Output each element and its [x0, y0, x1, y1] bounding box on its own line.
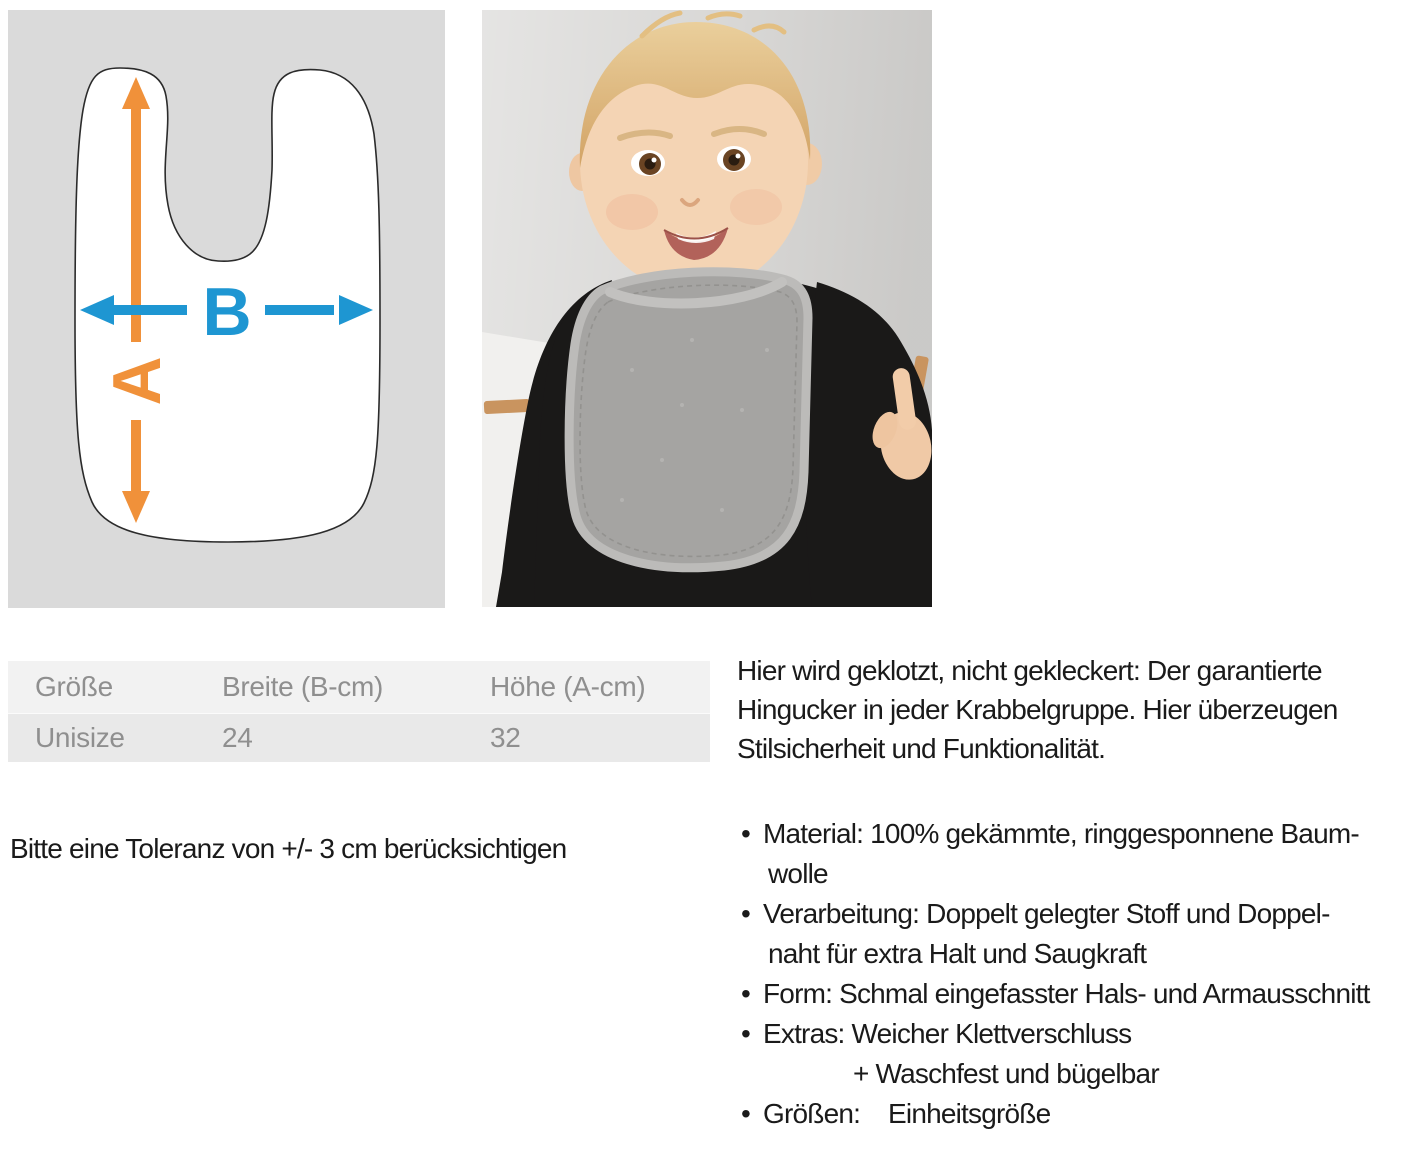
size-table-row [8, 713, 710, 762]
product-description [737, 651, 1412, 1134]
size-diagram-panel [8, 10, 445, 608]
height-label: A [99, 356, 175, 406]
feature-list [737, 814, 1412, 1134]
bullet-dot: • [741, 978, 751, 1009]
description-intro: Hier wird geklotzt, nicht gekleckert: Der garantierte Hingucker in jeder Krabbelgruppe. Hier überzeugen Stilsicherheit und Funktionalität. [737, 655, 1338, 764]
col-header-groesse: Größe [35, 671, 113, 702]
bullet-dot: • [741, 1018, 751, 1049]
tolerance-note: Bitte eine Toleranz von +/- 3 cm berücksichtigen [10, 833, 567, 864]
bullet-dot: • [741, 818, 751, 849]
list-item-material: • Material: 100% gekämmte, ringgesponnene Baum- wolle [737, 814, 1412, 894]
bullet-dot: • [741, 1098, 751, 1129]
col-header-hoehe: Höhe (A-cm) [490, 671, 646, 702]
size-table-header [8, 661, 710, 713]
list-item-extras: • Extras: Weicher Klettverschluss + Waschfest und bügelbar [737, 1014, 1412, 1094]
gray-bib [569, 272, 808, 568]
baby-wearing-bib-illustration [482, 10, 932, 607]
size-table [8, 661, 710, 762]
size-value: Unisize [35, 722, 125, 753]
product-photo [482, 10, 932, 607]
list-item-groessen: • Größen: Einheitsgröße [737, 1094, 1412, 1134]
width-label: B [202, 274, 252, 350]
list-item-verarbeitung: • Verarbeitung: Doppelt gelegter Stoff und Doppel- naht für extra Halt und Saugkraft [737, 894, 1412, 974]
list-item-form: • Form: Schmal eingefasster Hals- und Armausschnitt [737, 974, 1412, 1014]
bib-measurement-diagram [8, 10, 445, 608]
height-value: 32 [490, 722, 521, 753]
col-header-breite: Breite (B-cm) [222, 671, 383, 702]
bullet-dot: • [741, 898, 751, 929]
width-value: 24 [222, 722, 253, 753]
